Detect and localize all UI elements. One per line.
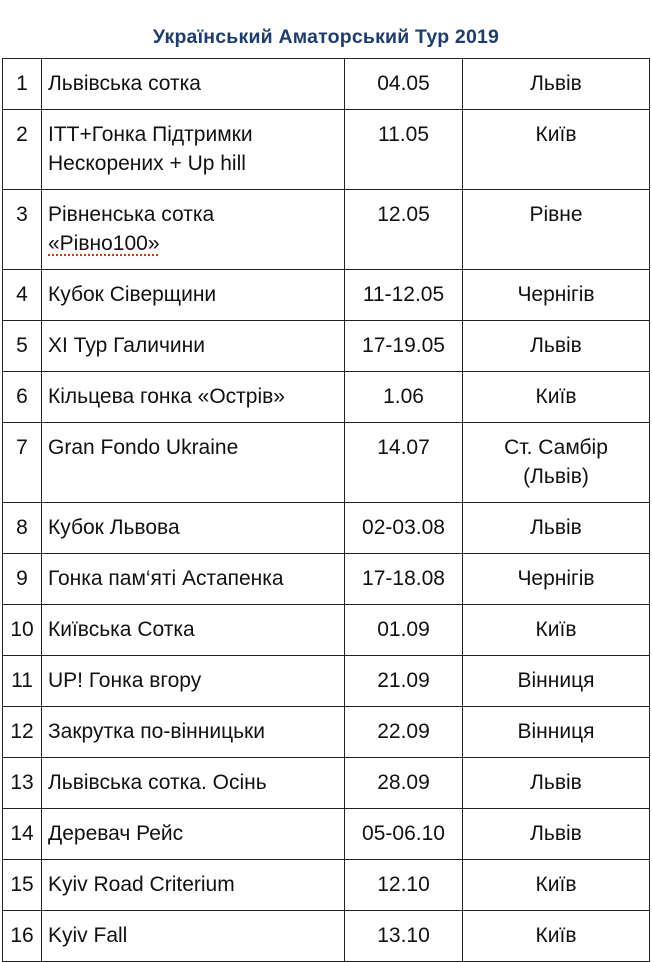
race-date: 1.06 [345,372,463,423]
race-name-line: Львівська сотка. Осінь [48,771,267,794]
race-date: 28.09 [345,758,463,809]
race-name-line: UP! Гонка вгору [48,669,202,692]
race-name [42,554,345,605]
table-row [3,270,650,321]
race-city [463,423,650,503]
race-city [463,554,650,605]
race-name-line: Київська Сотка [48,618,195,641]
row-number: 12 [3,707,42,758]
race-name [42,372,345,423]
race-name-line: Kyiv Road Criterium [48,873,235,896]
row-number: 8 [3,503,42,554]
race-city-line: Вінниця [517,669,595,692]
race-city-line: Київ [535,873,577,896]
race-city [463,707,650,758]
page-title: Український Аматорський Тур 2019 [152,26,500,48]
race-city [463,656,650,707]
race-city-line: Чернігів [517,567,595,590]
race-city-line: Київ [535,618,577,641]
race-city-line: Вінниця [517,720,595,743]
race-date: 14.07 [345,423,463,503]
race-name [42,503,345,554]
race-city [463,605,650,656]
race-date: 12.05 [345,190,463,270]
table-row [3,707,650,758]
race-name-line: XI Тур Галичини [48,334,205,357]
race-city-line: Львів [530,72,582,95]
race-city-line: Львів [530,822,582,845]
race-date: 04.05 [345,59,463,110]
race-name-line: Закрутка по-вінницьки [48,720,265,743]
race-city [463,110,650,190]
race-name-line: Kyiv Fall [48,924,128,947]
race-name [42,809,345,860]
table-row [3,605,650,656]
race-city-line: (Львів) [523,465,589,488]
table-row [3,911,650,962]
race-name-line: Кільцева гонка «Острів» [48,385,285,408]
race-city [463,190,650,270]
race-date: 05-06.10 [345,809,463,860]
row-number: 10 [3,605,42,656]
race-name [42,110,345,190]
race-city [463,270,650,321]
race-city [463,59,650,110]
row-number: 2 [3,110,42,190]
race-city [463,860,650,911]
race-name [42,321,345,372]
table-row [3,554,650,605]
race-name-line: Нескорених + Up hill [48,152,246,175]
race-name [42,270,345,321]
row-number: 5 [3,321,42,372]
race-schedule-table [2,58,650,962]
race-city-line: Київ [535,123,577,146]
race-city-line: Львів [530,516,582,539]
race-city-line: Чернігів [517,283,595,306]
table-row [3,809,650,860]
race-city-line: Рівне [529,203,583,226]
race-name [42,59,345,110]
race-date: 12.10 [345,860,463,911]
race-name-line: Львівська сотка [48,72,201,95]
row-number: 15 [3,860,42,911]
spellcheck-underlined-text: «Рівно100» [48,232,160,255]
race-name-line: Кубок Львова [48,516,180,539]
race-city [463,321,650,372]
table-row [3,656,650,707]
race-name-line: ITT+Гонка Підтримки [48,123,253,146]
table-row [3,59,650,110]
race-name [42,758,345,809]
race-name [42,656,345,707]
race-city [463,503,650,554]
row-number: 16 [3,911,42,962]
race-date: 11.05 [345,110,463,190]
race-date: 21.09 [345,656,463,707]
race-city-line: Київ [535,385,577,408]
race-city [463,758,650,809]
table-row [3,372,650,423]
race-name-line: Gran Fondo Ukraine [48,436,239,459]
row-number: 1 [3,59,42,110]
race-name [42,423,345,503]
race-name-line: Гонка пам‘яті Астапенка [48,567,284,590]
row-number: 14 [3,809,42,860]
race-date: 22.09 [345,707,463,758]
race-name [42,707,345,758]
table-row [3,503,650,554]
race-name [42,605,345,656]
row-number: 13 [3,758,42,809]
race-city [463,911,650,962]
row-number: 4 [3,270,42,321]
table-row [3,321,650,372]
race-date: 11-12.05 [345,270,463,321]
race-name-line: Кубок Сіверщини [48,283,217,306]
table-row [3,860,650,911]
race-date: 01.09 [345,605,463,656]
table-row [3,423,650,503]
race-city-line: Львів [530,334,582,357]
race-city [463,372,650,423]
race-date: 17-18.08 [345,554,463,605]
race-date: 13.10 [345,911,463,962]
table-row [3,190,650,270]
race-name-line [48,229,338,258]
race-city [463,809,650,860]
row-number: 7 [3,423,42,503]
table-row [3,110,650,190]
race-city-line: Київ [535,924,577,947]
race-city-line: Ст. Самбір [504,436,608,459]
row-number: 3 [3,190,42,270]
row-number: 11 [3,656,42,707]
race-name-line: Деревач Рейс [48,822,184,845]
race-date: 02-03.08 [345,503,463,554]
table-row [3,758,650,809]
race-name [42,190,345,270]
race-name [42,860,345,911]
race-name-line: Рівненська сотка [48,203,215,226]
row-number: 9 [3,554,42,605]
race-name [42,911,345,962]
race-date: 17-19.05 [345,321,463,372]
race-city-line: Львів [530,771,582,794]
row-number: 6 [3,372,42,423]
